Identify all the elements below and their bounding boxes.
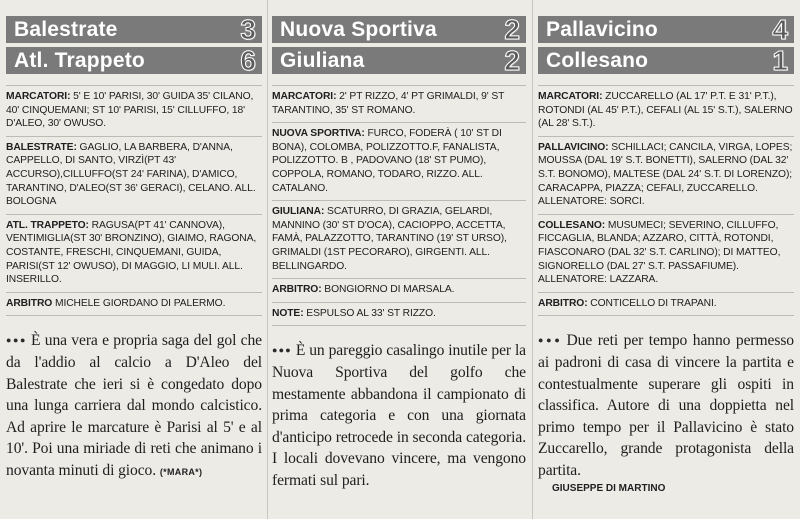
home-score-bar: [272, 13, 526, 45]
block-label: NOTE:: [272, 307, 304, 319]
scorers-block: [6, 85, 262, 137]
block-label: GIULIANA:: [272, 206, 325, 218]
home-team: Nuova Sportiva: [280, 17, 437, 41]
referee-block: [272, 279, 526, 303]
home-score: 3: [240, 13, 256, 45]
block-text: SCATURRO, DI GRAZIA, GELARDI, MANNINO (30' ST D'OCA), CACIOPPO, ACCETTA, FAMÀ, PALAZZOTTO, TARANTINO (19' ST URSO), GRIMALDI (1ST PECORARO), GIRGENTI. ALL. BELLINGARDO.: [272, 206, 507, 272]
block-label: BALESTRATE:: [6, 141, 77, 153]
home-score: 2: [504, 13, 520, 45]
match-report: [272, 340, 526, 491]
block-text: SCHILLACI; CANCILA, VIRGA, LOPES; MOUSSA (DAL 19' S.T. BONETTI), SALERNO (DAL 32' S.T. BONOMO), MALTESE (DAL 24' S.T. DI LORENZO); CARACAPPA, PIAZZA; CEFALI, ZUCCARELLO. ALLENATORE: SORCI.: [538, 141, 793, 208]
report-author: (*MARA*): [159, 466, 203, 477]
away-lineup-block: [6, 215, 262, 293]
block-text: BONGIORNO DI MARSALA.: [321, 284, 455, 296]
bullet-dots-icon: ●●●: [538, 335, 563, 346]
referee-block: [6, 293, 262, 317]
home-lineup-block: [6, 137, 262, 215]
away-score-bar: [272, 44, 526, 76]
home-team: Pallavicino: [546, 17, 658, 41]
away-score: 2: [504, 44, 520, 76]
block-text: MUSUMECI; SEVERINO, CILLUFFO, FICCAGLIA, BLANDA; AZZARO, CITTÀ, ROTONDI, FIASCONARO (DAL 32' S.T. CARLINO); DI MATTEO, SIGNORELLO (DAL 27' S.T. PASSAFIUME). ALLENATORE: LAZZARA.: [538, 219, 781, 286]
block-label: ARBITRO:: [538, 297, 588, 309]
away-team: Collesano: [546, 48, 649, 72]
block-text: ZUCCARELLO (AL 17' P.T. E 31' P.T.), ROTONDI (AL 45' P.T.), CEFALI (AL 15' S.T.), SALERNO (AL 28' S.T.).: [538, 91, 793, 130]
block-label: ARBITRO: [6, 297, 53, 309]
column-divider: [267, 0, 268, 519]
block-label: ATL. TRAPPETO:: [6, 219, 89, 231]
block-label: NUOVA SPORTIVA:: [272, 128, 365, 140]
home-lineup-block: [272, 123, 526, 201]
away-team: Giuliana: [280, 48, 365, 72]
away-score-bar: [538, 44, 794, 76]
block-text: 2' PT RIZZO, 4' PT GRIMALDI, 9' ST TARANTINO, 35' ST ROMANO.: [272, 91, 505, 116]
report-text: Due reti per tempo hanno permesso ai padroni di casa di vincere la partita e contestualmente superare gli ospiti in classifica. Autore di una doppietta nel primo tempo per il Pallavicino è stato Zuccarello, grande protagonista della partita.: [538, 332, 794, 479]
bullet-dots-icon: ●●●: [272, 345, 292, 356]
block-text: 5' E 10' PARISI, 30' GUIDA 35' CILANO, 40' CINQUEMANI; ST 10' PARISI, 15' CILLUFFO, 18' D'ALEO, 30' OWUSO.: [6, 91, 254, 130]
away-score: 1: [772, 44, 788, 76]
column-divider: [532, 0, 533, 519]
scorers-block: [272, 85, 526, 123]
block-text: RAGUSA(PT 41' CANNOVA), VENTIMIGLIA(ST 30' BRONZINO), GIAIMO, RAGONA, COSTANTE, FRESCHI, CINQUEMANI, GUIDA, PARISI(ST 12' OWUSO), DI MAGGIO, LI MULI. ALL. INSERILLO.: [6, 219, 257, 286]
home-lineup-block: [538, 137, 794, 215]
away-lineup-block: [538, 215, 794, 293]
scorers-block: [538, 85, 794, 137]
report-signature: GIUSEPPE DI MARTINO: [552, 483, 666, 495]
block-label: COLLESANO:: [538, 219, 606, 231]
home-score: 4: [772, 13, 788, 45]
match-column-balestrate: [6, 0, 262, 519]
away-score-bar: [6, 44, 262, 76]
away-team: Atl. Trappeto: [14, 48, 145, 72]
home-score-bar: [538, 13, 794, 45]
match-column-pallavicino: [538, 0, 794, 519]
block-label: ARBITRO:: [272, 284, 322, 296]
match-report: [538, 330, 794, 481]
away-score: 6: [240, 44, 256, 76]
bullet-dots-icon: ●●●: [6, 335, 27, 346]
block-text: ESPULSO AL 33' ST RIZZO.: [303, 307, 436, 319]
report-text: È un pareggio casalingo inutile per la Nuova Sportiva del golfo che mestamente abbandona il campionato di prima categoria e con una giornata d'anticipo retrocede in seconda categoria. I locali dovevano vincere, ma vengono fermati sul pari.: [272, 342, 527, 489]
block-label: MARCATORI:: [272, 91, 337, 102]
match-report: [6, 330, 262, 483]
block-text: MICHELE GIORDANO DI PALERMO.: [52, 297, 226, 309]
home-score-bar: [6, 13, 262, 45]
block-label: MARCATORI:: [6, 91, 71, 102]
home-team: Balestrate: [14, 17, 118, 41]
notes-block: [272, 303, 526, 327]
block-label: MARCATORI:: [538, 91, 603, 102]
block-text: GAGLIO, LA BARBERA, D'ANNA, CAPPELLO, DI SANTO, VIRZÌ(PT 43' ACCURSO),CILLUFFO(ST 24' FARINA), D'AMICO, TARANTINO, D'ALEO(ST 36' GERACI), CELANO. ALL. BOLOGNA: [6, 141, 256, 208]
block-label: PALLAVICINO:: [538, 141, 609, 153]
report-text: È una vera e propria saga del gol che da l'addio al calcio a D'Aleo del Balestrate che ieri si è congedato dopo una lunga carriera dal mondo calcistico. Ad aprire le marcature è Parisi al 5' e al 10'. Poi una miriade di reti che animano i novanta minuti di gioco.: [6, 332, 263, 479]
block-text: FURCO, FODERÀ ( 10' ST DI BONA), COLOMBA, POLIZZOTTO.F, FANALISTA, POLIZZOTTO. B , PADOVANO (18' ST PUMO), COPPOLA, ROMANO, TODARO, RIZZO. ALL. CATALANO.: [272, 128, 502, 194]
away-lineup-block: [272, 201, 526, 279]
referee-block: [538, 293, 794, 317]
block-text: CONTICELLO DI TRAPANI.: [587, 297, 717, 309]
match-column-nuova-sportiva: [272, 0, 526, 519]
